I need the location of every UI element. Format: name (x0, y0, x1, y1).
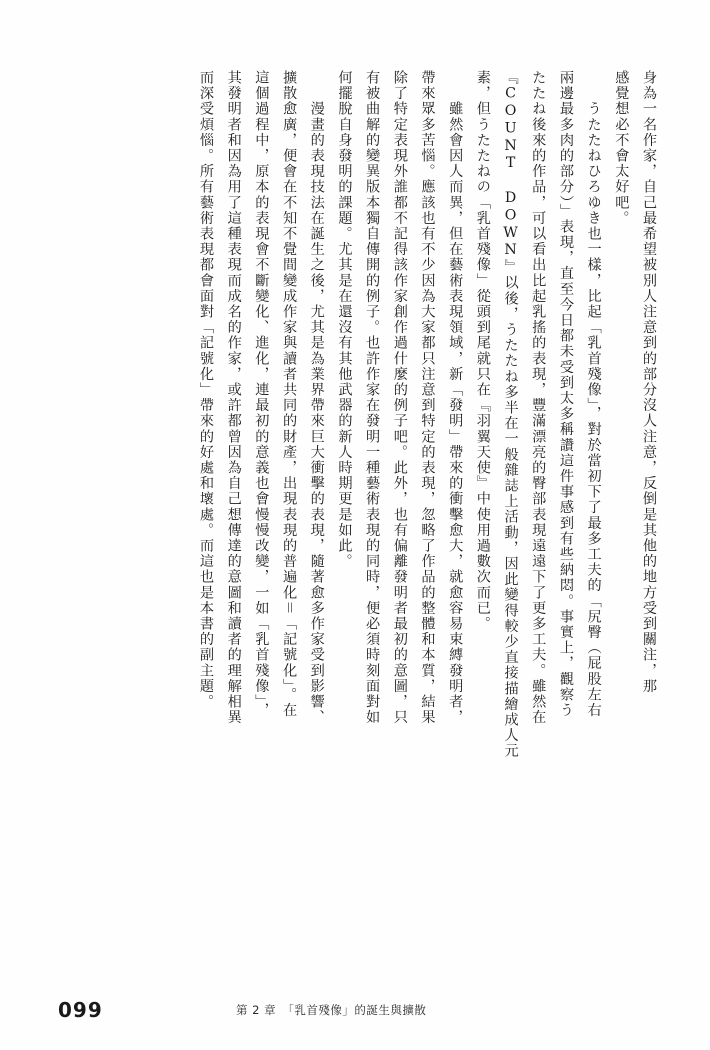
text-column: 兩邊最多肉的部分）」表現，直至今日都未受到太多稱讚這件事感到有些納悶。事實上，觀察う (557, 70, 574, 719)
text-column: たたね後來的作品，可以看出比起乳搖的表現，豐滿漂亮的臀部表現遠遠下了更多工夫。雖然在 (530, 70, 547, 726)
text-column: 擴散愈廣，便會在不知不覺間變成作家與讀者共同的財產，出現表現的普遍化＝「記號化」。在 (281, 70, 298, 719)
text-column: 雖然會因人而異，但在藝術表現領域，新「發明」帶來的衝擊愈大，就愈容易束縛發明者， (447, 70, 464, 726)
text-column: 感覺想必不會太好吧。 (613, 70, 630, 226)
chapter-label: 第 2 章 「乳首殘像」的誕生與擴散 (236, 1003, 427, 1017)
text-column: 而深受煩惱。所有藝術表現都會面對「記號化」帶來的好處和壞處。而這也是本書的副主題。 (198, 70, 214, 710)
text-column: 何擺脫自身發明的課題。尤其是在還沒有其他武器的新人時期更是如此。 (336, 70, 353, 570)
text-column: 漫畫的表現技法在誕生之後，尤其是為業界帶來巨大衝擊的表現，隨著愈多作家受到影響、 (308, 70, 325, 726)
text-column: うたたねひろゆき也一樣，比起「乳首殘像」，對於當初下了最多工夫的「尻臀（屁股左右 (585, 70, 602, 719)
text-column: 其發明者和因為用了這種表現而成名的作家，或許都曾因為自己想傳達的意圖和讀者的理解相異 (225, 70, 242, 726)
text-column: 帶來眾多苦惱。應該也有不少因為大家都只注意到特定的表現，忽略了作品的整體和本質，結果 (419, 70, 436, 726)
text-column: 有被曲解的變異版本獨自傳開的例子。也許作家在發明一種藝術表現的同時，便必須時刻面對如 (364, 70, 381, 726)
text-column: 素，但うたたねの「乳首殘像」從頭到尾就只在『羽翼天使』中使用過數次而已。 (474, 70, 491, 632)
text-column: 『COUNT DOWN』以後，うたたね多半在一般雜誌上活動，因此變得較少直接描繪成人元 (502, 70, 519, 759)
text-column: 身為一名作家，自己最希望被別人注意到的部分沒人注意，反倒是其他的地方受到關注，那 (641, 70, 657, 694)
page-number: 099 (58, 998, 103, 1022)
text-column: 除了特定表現外誰都不記得該作家創作過什麼的例子吧。此外，也有偏離發明者最初的意圖，只 (391, 70, 408, 726)
vertical-text-body (70, 70, 662, 950)
page-footer (0, 992, 710, 1022)
text-column: 這個過程中，原本的表現會不斷變化、進化，連最初的意義也會慢慢改變，一如「乳首殘像」， (253, 70, 270, 719)
